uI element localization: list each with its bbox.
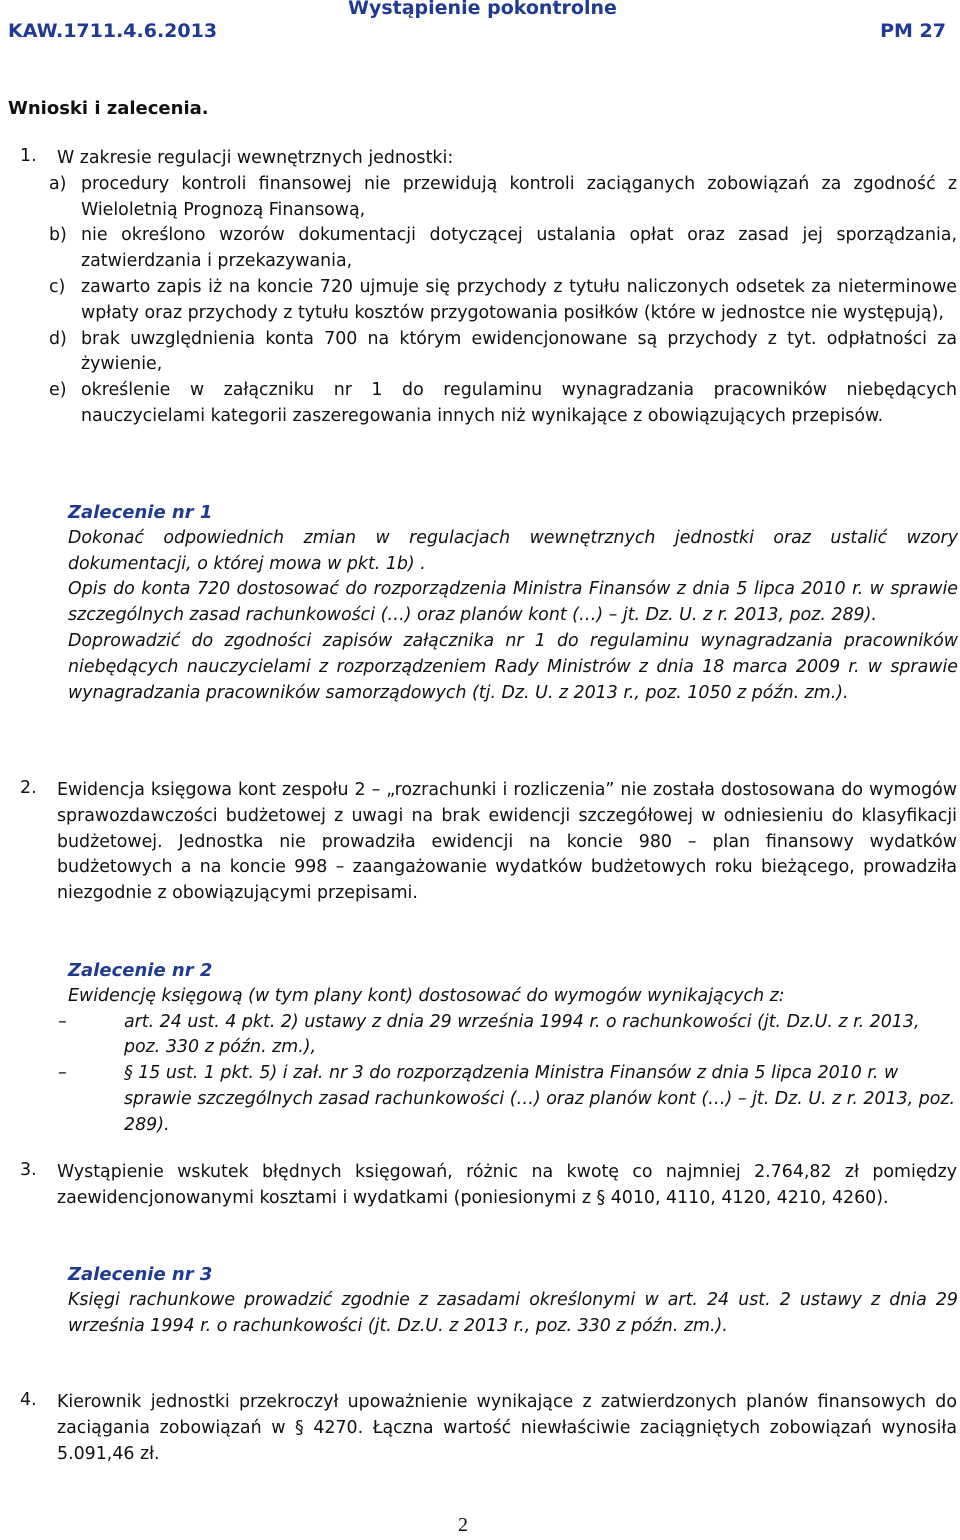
recommendation-2-list	[58, 1010, 958, 1139]
point-4-text: Kierownik jednostki przekroczył upoważnienie wynikające z zatwierdzonych planów finansowych do zaciągania zobowiązań w § 4270. Łączna wartość niewłaściwie zaciągniętych zobowiązań wynosiła 5.091,46 zł.	[57, 1392, 957, 1464]
recommendation-1-paragraph: Doprowadzić do zgodności zapisów załącznika nr 1 do regulaminu wynagradzania pracowników niebędących nauczycielami z rozporządzeniem Rady Ministrów z dnia 18 marca 2009 r. w sprawie wynagradzania pracowników samorządowych (tj. Dz. U. z 2013 r., poz. 1050 z późn. zm.).	[68, 630, 958, 703]
item-letter: b)	[49, 225, 67, 246]
recommendation-3	[68, 1262, 958, 1339]
item-text: procedury kontroli finansowej nie przewidują kontroli zaciąganych zobowiązań za zgodność z Wieloletnią Prognozą Finansową,	[81, 173, 957, 220]
recommendation-1	[68, 500, 958, 706]
point-1-number: 1.	[20, 146, 37, 166]
point-1-item	[49, 378, 957, 430]
item-text: zawarto zapis iż na koncie 720 ujmuje się przychody z tytułu naliczonych odsetek za nieterminowe wpłaty oraz przychody z tytułu kosztów przygotowania posiłków (które w jednostce nie występują),	[81, 276, 957, 323]
document-reference: KAW.1711.4.6.2013	[8, 20, 218, 42]
dash-bullet: –	[58, 1063, 67, 1084]
item-letter: e)	[49, 380, 67, 401]
dash-bullet: –	[58, 1011, 67, 1032]
item-letter: c)	[49, 276, 66, 297]
list-item-text: art. 24 ust. 4 pkt. 2) ustawy z dnia 29 września 1994 r. o rachunkowości (jt. Dz.U. z r. 2013, poz. 330 z późn. zm.),	[124, 1011, 920, 1058]
point-2-text: Ewidencja księgowa kont zespołu 2 – „rozrachunki i rozliczenia” nie została dostosowana do wymogów sprawozdawczości budżetowej z uwagi na brak ewidencji szczegółowej w odniesieniu do klasyfikacji budżetowej. Jednostka nie prowadziła ewidencji na koncie 980 – plan finansowy wydatków budżetowych a na koncie 998 – zaangażowanie wydatków budżetowych roku bieżącego, prowadziła niezgodnie z obowiązującymi przepisami.	[57, 780, 957, 904]
list-item-text: § 15 ust. 1 pkt. 5) i zał. nr 3 do rozporządzenia Ministra Finansów z dnia 5 lipca 2010 r. w sprawie szczególnych zasad rachunkowości (…) oraz planów kont (…) – jt. Dz. U. z r. 2013, poz. 289).	[124, 1063, 956, 1135]
recommendation-1-paragraph: Dokonać odpowiednich zmian w regulacjach wewnętrznych jednostki oraz ustalić wzory dokumentacji, o której mowa w pkt. 1b) .	[68, 527, 958, 574]
point-1-block	[49, 146, 957, 430]
point-3-text: Wystąpienie wskutek błędnych księgowań, różnic na kwotę co najmniej 2.764,82 zł pomiędzy zaewidencjonowanymi kosztami i wydatkami (poniesionymi z § 4010, 4110, 4120, 4210, 4260).	[57, 1162, 957, 1208]
recommendation-1-paragraph: Opis do konta 720 dostosować do rozporządzenia Ministra Finansów z dnia 5 lipca 2010 r. w sprawie szczególnych zasad rachunkowości (…) oraz planów kont (…) – jt. Dz. U. z r. 2013, poz. 289).	[68, 579, 958, 626]
item-text: określenie w załączniku nr 1 do regulaminu wynagradzania pracowników niebędących nauczycielami kategorii zaszeregowania innych niż wynikające z obowiązujących przepisów.	[81, 380, 957, 426]
recommendation-1-title: Zalecenie nr 1	[68, 502, 213, 523]
list-item	[58, 1010, 958, 1062]
recommendation-3-text: Księgi rachunkowe prowadzić zgodnie z zasadami określonymi w art. 24 ust. 2 ustawy z dnia 29 września 1994 r. o rachunkowości (jt. Dz.U. z 2013 r., poz. 330 z późn. zm.).	[68, 1289, 958, 1336]
recommendation-3-title: Zalecenie nr 3	[68, 1264, 213, 1285]
point-1-intro: W zakresie regulacji wewnętrznych jednostki:	[57, 148, 454, 168]
point-1-item	[49, 172, 957, 224]
item-letter: d)	[49, 328, 67, 349]
page-number: 2	[458, 1514, 468, 1536]
item-letter: a)	[49, 173, 67, 194]
item-text: nie określono wzorów dokumentacji dotyczącej ustalania opłat oraz zasad jej sporządzania, zatwierdzania i przekazywania,	[81, 225, 957, 272]
point-2-number: 2.	[20, 778, 37, 798]
point-1-item	[49, 327, 957, 379]
point-1-item	[49, 223, 957, 275]
point-1-item	[49, 275, 957, 327]
recommendation-2-title: Zalecenie nr 2	[68, 960, 213, 981]
recommendation-2-intro: Ewidencję księgową (w tym plany kont) dostosować do wymogów wynikających z:	[68, 985, 785, 1006]
item-text: brak uwzględnienia konta 700 na którym ewidencjonowane są przychody z tyt. odpłatności za żywienie,	[81, 328, 957, 375]
list-item	[58, 1061, 958, 1138]
document-title: Wystąpienie pokontrolne	[348, 0, 617, 19]
recommendation-2	[58, 958, 958, 1139]
section-title: Wnioski i zalecenia.	[8, 98, 209, 119]
document-pm-number: PM 27	[880, 20, 946, 42]
point-3-number: 3.	[20, 1160, 37, 1180]
point-4-number: 4.	[20, 1390, 37, 1410]
